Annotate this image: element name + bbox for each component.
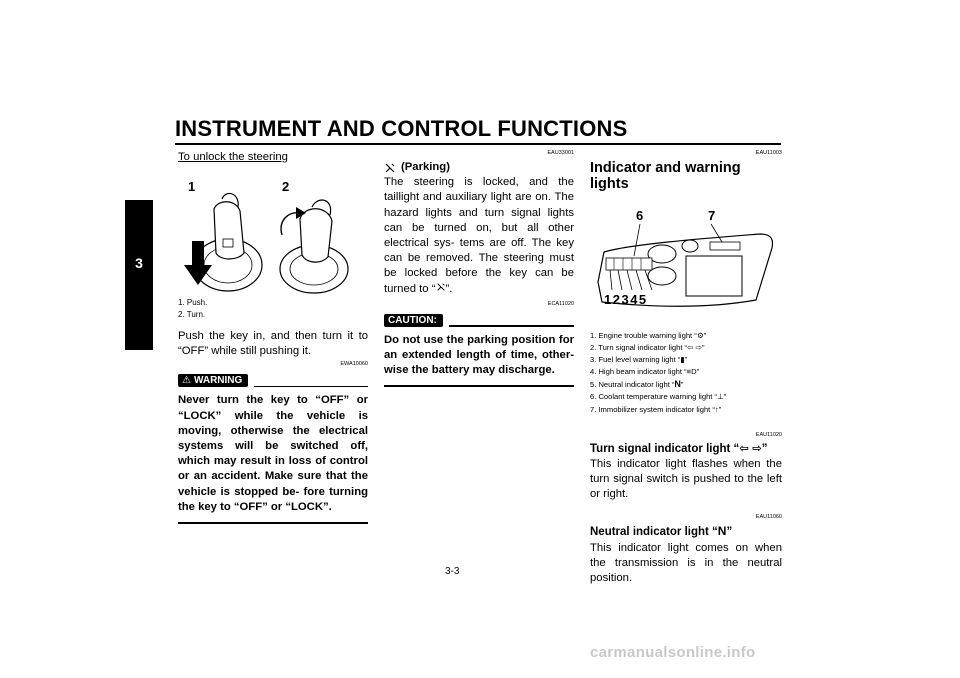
chapter-tab-label: 3 bbox=[135, 255, 143, 271]
neutral-heading: Neutral indicator light “N” bbox=[590, 524, 733, 539]
warning-badge bbox=[178, 374, 248, 387]
unlock-paragraph: Push the key in, and then turn it to “OFF” while still pushing it. bbox=[178, 330, 368, 358]
turn-signal-code: EAU11020 bbox=[755, 431, 782, 438]
warning-text: Never turn the key to “OFF” or “LOCK” while the vehicle is moving, otherwise the electrical systems will be switched off, which may result in loss of control or an accident. Make sure that the vehicle is stopped be- fore turning the key to “OFF” or “LOCK”. bbox=[178, 394, 368, 513]
list-item: 3. Fuel level warning light “▮” bbox=[590, 355, 688, 365]
list-item: 4. High beam indicator light “≡D” bbox=[590, 367, 700, 377]
caution-rule bbox=[449, 325, 574, 327]
caution-text: Do not use the parking position for an extended length of time, other- wise the battery may discharge. bbox=[384, 333, 574, 377]
caution-badge: CAUTION: bbox=[384, 314, 443, 327]
page-number: 3-3 bbox=[445, 566, 460, 577]
engine-trouble-icon: ⚙ bbox=[696, 331, 704, 340]
turn-signal-heading-icon: ⇦ ⇨ bbox=[739, 442, 762, 455]
instrument-panel-figure bbox=[590, 194, 782, 322]
indicator-code: EAU11003 bbox=[755, 150, 782, 156]
warning-triangle-icon: ⚠ bbox=[182, 375, 191, 387]
column-parking bbox=[384, 150, 574, 387]
turn-signal-icon: ⇦ ⇨ bbox=[687, 343, 702, 353]
warning-bar bbox=[178, 371, 368, 387]
immobilizer-key-icon: ↑ bbox=[714, 404, 719, 414]
column-indicator-lights bbox=[590, 150, 782, 586]
warning-rule bbox=[254, 386, 368, 388]
list-item: 5. Neutral indicator light “N” bbox=[590, 379, 684, 390]
neutral-icon: N bbox=[674, 379, 681, 390]
header-rule bbox=[175, 143, 781, 145]
fuel-level-icon: ▮ bbox=[680, 355, 685, 365]
fig-label-7: 7 bbox=[708, 208, 716, 223]
parking-paragraph: The steering is locked, and the taillight and auxiliary light are on. The hazard lights and turn signal lights can be turned on, but all other electrical sys- tems are off. The key can be removed. The steering must be locked before the key can be turned to “ ”. bbox=[384, 176, 574, 295]
parking-key-icon bbox=[384, 162, 396, 174]
chapter-tab bbox=[125, 200, 153, 350]
neutral-heading-icon: N bbox=[717, 524, 727, 539]
caution-end-rule bbox=[384, 385, 574, 387]
list-item: 2. Turn signal indicator light “⇦ ⇨” bbox=[590, 343, 705, 353]
fig-label-1: 1 bbox=[188, 179, 196, 194]
fig-label-6: 6 bbox=[636, 208, 644, 223]
parking-code: EAU33001 bbox=[547, 150, 574, 156]
warning-end-rule bbox=[178, 522, 368, 524]
list-item: 7. Immobilizer system indicator light “↑” bbox=[590, 404, 722, 414]
neutral-code: EAU11060 bbox=[755, 514, 782, 521]
warning-code: EWA10060 bbox=[340, 361, 368, 368]
fig-labels-1-5: 12345 bbox=[604, 292, 648, 307]
key-unlock-figure bbox=[178, 169, 368, 297]
watermark: carmanualsonline.info bbox=[590, 644, 756, 661]
warning-label: WARNING bbox=[193, 375, 243, 387]
neutral-text: This indicator light comes on when the transmission is in the neutral position. bbox=[590, 541, 782, 585]
list-item: 6. Coolant temperature warning light “⊥” bbox=[590, 392, 727, 402]
parking-key-icon-inline bbox=[436, 282, 446, 292]
caution-bar bbox=[384, 311, 574, 327]
indicator-heading: Indicator and warning lights bbox=[590, 160, 741, 192]
page-title: INSTRUMENT AND CONTROL FUNCTIONS bbox=[175, 116, 628, 141]
parking-heading: (Parking) bbox=[401, 161, 450, 173]
column-unlock-steering bbox=[178, 150, 368, 524]
unlock-heading: To unlock the steering bbox=[178, 151, 288, 163]
caption-1: 1. Push. bbox=[178, 298, 208, 307]
turn-signal-text: This indicator light flashes when the turn signal switch is pushed to the left or right. bbox=[590, 457, 782, 501]
parking-heading-row bbox=[384, 160, 574, 175]
turn-signal-heading: Turn signal indicator light “⇦ ⇨” bbox=[590, 442, 768, 455]
fig-label-2: 2 bbox=[282, 179, 290, 194]
caution-code: ECA11020 bbox=[547, 300, 574, 307]
high-beam-icon: ≡D bbox=[686, 367, 697, 377]
list-item: 1. Engine trouble warning light “⚙” bbox=[590, 331, 707, 340]
caption-2: 2. Turn. bbox=[178, 310, 206, 319]
indicator-list bbox=[590, 330, 782, 416]
coolant-temperature-icon: ⊥ bbox=[717, 392, 724, 402]
